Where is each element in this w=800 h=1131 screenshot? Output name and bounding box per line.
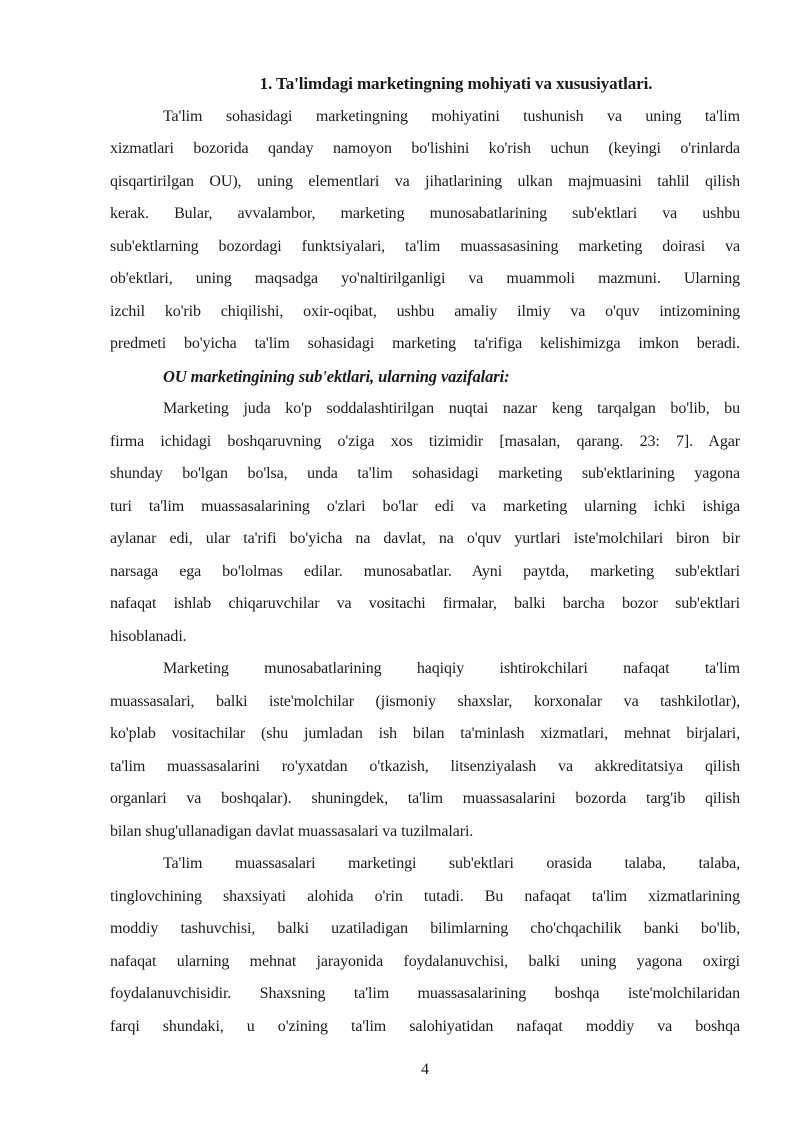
- text-line: Ta'lim sohasidagi marketingning mohiyatini tushunish va uning ta'lim: [163, 107, 740, 125]
- text-line: organlari va boshqalar). shuningdek, ta'lim muassasalarini bozorda targ'ib qilish: [110, 790, 740, 807]
- text-line: turi ta'lim muassasalarining o'zlari bo'lar edi va marketing ularning ichki ishiga: [110, 497, 740, 515]
- document-content: [110, 68, 740, 1043]
- text-line: xizmatlari bozorida qanday namoyon bo'lishini ko'rish uchun (keyingi o'rinlarda: [110, 140, 740, 157]
- text-line: narsaga ega bo'lolmas edilar. munosabatlar. Ayni paytda, marketing sub'ektlari: [110, 562, 740, 580]
- page-number: 4: [421, 1061, 429, 1078]
- text-line: ko'plab vositachilar (shu jumladan ish bilan ta'minlash xizmatlari, mehnat birjalari,: [110, 725, 740, 742]
- text-line: Marketing munosabatlarining haqiqiy ishtirokchilari nafaqat ta'lim: [163, 660, 740, 677]
- text-line: predmeti bo'yicha ta'lim sohasidagi marketing ta'rifiga kelishimizga imkon beradi.: [110, 335, 740, 352]
- text-line: kerak. Bular, avvalambor, marketing munosabatlarining sub'ektlari va ushbu: [110, 205, 740, 222]
- text-line: firma ichidagi boshqaruvning o'ziga xos tizimidir [masalan, qarang. 23: 7]. Agar: [110, 432, 740, 450]
- text-line: nafaqat ishlab chiqaruvchilar va vositachi firmalar, balki barcha bozor sub'ektlari: [110, 595, 740, 612]
- page-title: 1. Ta'limdagi marketingning mohiyati va xususiyatlari.: [259, 74, 653, 93]
- text-line: izchil ko'rib chiqilishi, oxir-oqibat, ushbu amaliy ilmiy va o'quv intizomining: [110, 302, 740, 320]
- text-line: Marketing juda ko'p soddalashtirilgan nuqtai nazar keng tarqalgan bo'lib, bu: [163, 400, 740, 417]
- text-line: muassasalari, balki iste'molchilar (jismoniy shaxslar, korxonalar va tashkilotlar),: [110, 692, 740, 710]
- text-line: sub'ektlarning bozordagi funktsiyalari, ta'lim muassasasining marketing doirasi va: [110, 237, 740, 255]
- text-line: moddiy tashuvchisi, balki uzatiladigan bilimlarning cho'chqachilik banki bo'lib,: [110, 920, 740, 937]
- text-line: tinglovchining shaxsiyati alohida o'rin tutadi. Bu nafaqat ta'lim xizmatlarining: [110, 887, 740, 905]
- text-line: foydalanuvchisidir. Shaxsning ta'lim muassasalarining boshqa iste'molchilaridan: [110, 985, 740, 1002]
- text-line: hisoblanadi.: [110, 627, 187, 645]
- text-line: bilan shug'ullanadigan davlat muassasalari va tuzilmalari.: [110, 822, 474, 840]
- text-line: aylanar edi, ular ta'rifi bo'yicha na davlat, na o'quv yurtlari iste'molchilari biron bir: [110, 530, 740, 547]
- text-line: shunday bo'lgan bo'lsa, unda ta'lim sohasidagi marketing sub'ektlarining yagona: [110, 465, 740, 482]
- text-line: ta'lim muassasalarini ro'yxatdan o'tkazish, litsenziyalash va akkreditatsiya qilish: [110, 757, 740, 775]
- text-line: qisqartirilgan OU), uning elementlari va jihatlarining ulkan majmuasini tahlil qilish: [110, 172, 740, 190]
- text-line: farqi shundaki, u o'zining ta'lim salohiyatidan nafaqat moddiy va boshqa: [110, 1017, 740, 1035]
- text-line: nafaqat ularning mehnat jarayonida foydalanuvchisi, balki uning yagona oxirgi: [110, 952, 740, 970]
- document-blocks: [110, 101, 740, 1044]
- section-subheading: OU marketingining sub'ektlari, ularning vazifalari:: [163, 366, 510, 386]
- text-line: Ta'lim muassasalari marketingi sub'ektlari orasida talaba, talaba,: [163, 855, 740, 872]
- text-line: ob'ektlari, uning maqsadga yo'naltirilganligi va muammoli mazmuni. Ularning: [110, 270, 740, 287]
